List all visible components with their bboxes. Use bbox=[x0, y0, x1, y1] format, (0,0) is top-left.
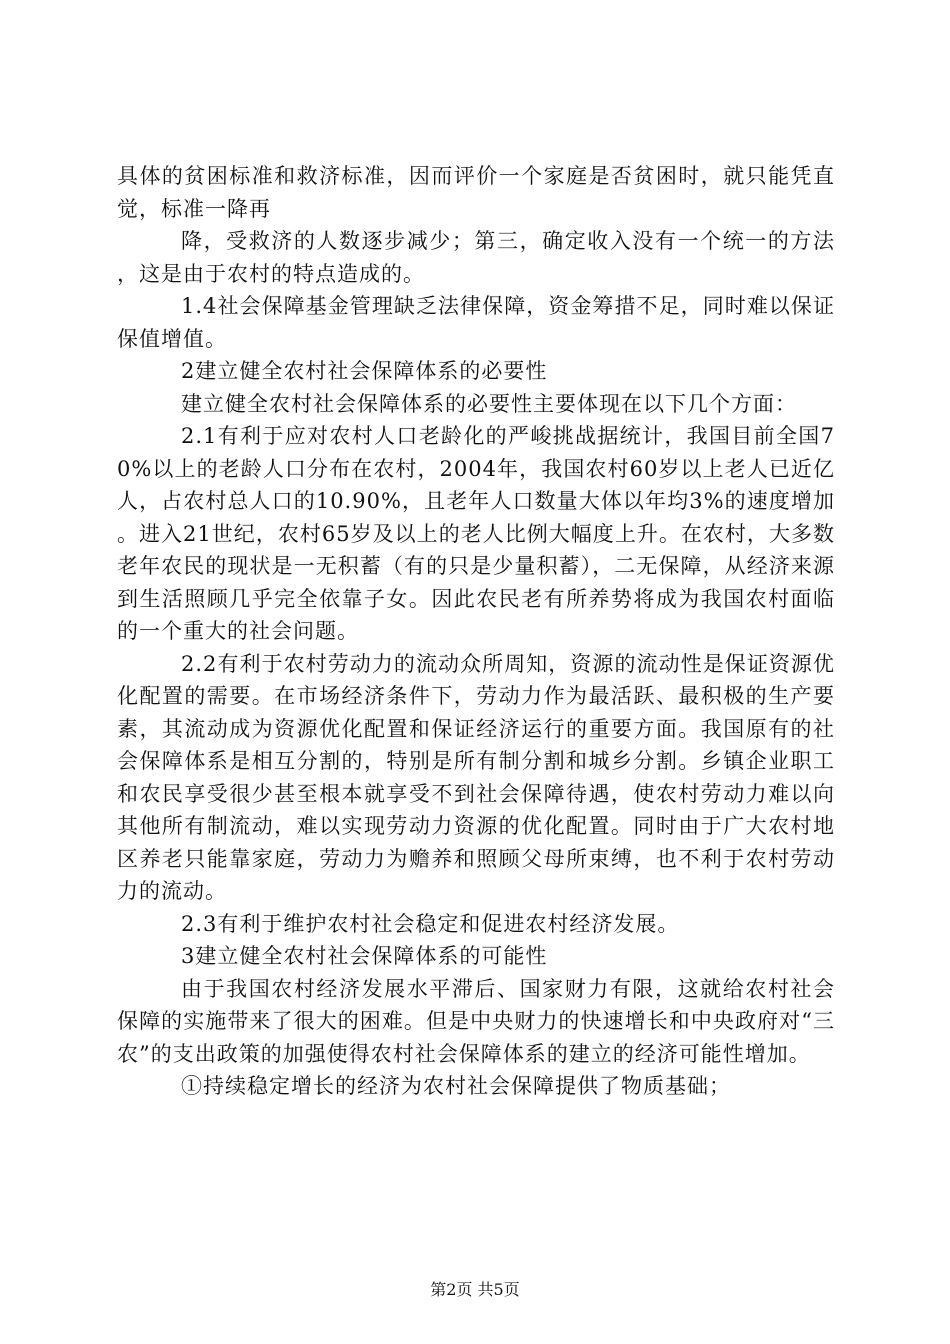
section-3-heading: 3建立健全农村社会保障体系的可能性 bbox=[181, 944, 548, 968]
section-2-3-paragraph: 2.3有利于维护农村社会稳定和促进农村经济发展。 bbox=[181, 911, 680, 936]
section-3-intro: 由于我国农村经济发展水平滞后、国家财力有限，这就给农村社会保障的实施带来了很大的困难。但是中央财力的快速增长和中央政府对“三农”的支出政策的加强使得农村社会保障体系的建立的经济可能性增加。 bbox=[117, 976, 835, 1066]
paragraph-2: 降，受救济的人数逐步减少；第三，确定收入没有一个统一的方法，这是由于农村的特点造成的。 bbox=[117, 229, 835, 286]
list-item-1: ①持续稳定增长的经济为农村社会保障提供了物质基础； bbox=[181, 1074, 731, 1098]
section-2-1-paragraph: 2.1有利于应对农村人口老龄化的严峻挑战据统计，我国目前全国70%以上的老龄人口分布在农村，2004年，我国农村60岁以上老人已近亿人，占农村总人口的10.90%，且老年人口数量大体以年均3%的速度增加。进入21世纪，农村65岁及以上的老人比例大幅度上升。在农村，大多数老年农民的现状是一无积蓄（有的只是少量积蓄），二无保障，从经济来源到生活照顾几乎完全依靠子女。因此农民老有所养势将成为我国农村面临的一个重大的社会问题。 bbox=[117, 424, 835, 643]
section-1-4-paragraph: 1.4社会保障基金管理缺乏法律保障，资金筹措不足，同时难以保证保值增值。 bbox=[117, 294, 835, 351]
document-body bbox=[117, 160, 835, 1103]
section-2-2-paragraph: 2.2有利于农村劳动力的流动众所周知，资源的流动性是保证资源优化配置的需要。在市场经济条件下，劳动力作为最活跃、最积极的生产要素，其流动成为资源优化配置和保证经济运行的重要方面。我国原有的社会保障体系是相互分割的，特别是所有制分割和城乡分割。乡镇企业职工和农民享受很少甚至根本就享受不到社会保障待遇，使农村劳动力难以向其他所有制流动，难以实现劳动力资源的优化配置。同时由于广大农村地区养老只能靠家庭，劳动力为赡养和照顾父母所束缚，也不利于农村劳动力的流动。 bbox=[117, 651, 835, 903]
section-2-intro: 建立健全农村社会保障体系的必要性主要体现在以下几个方面： bbox=[181, 391, 797, 416]
page-number-footer: 第2页 共5页 bbox=[430, 1280, 520, 1299]
section-2-heading: 2建立健全农村社会保障体系的必要性 bbox=[181, 359, 548, 383]
paragraph-1: 具体的贫困标准和救济标准，因而评价一个家庭是否贫困时，就只能凭直觉，标准一降再 bbox=[117, 164, 835, 221]
